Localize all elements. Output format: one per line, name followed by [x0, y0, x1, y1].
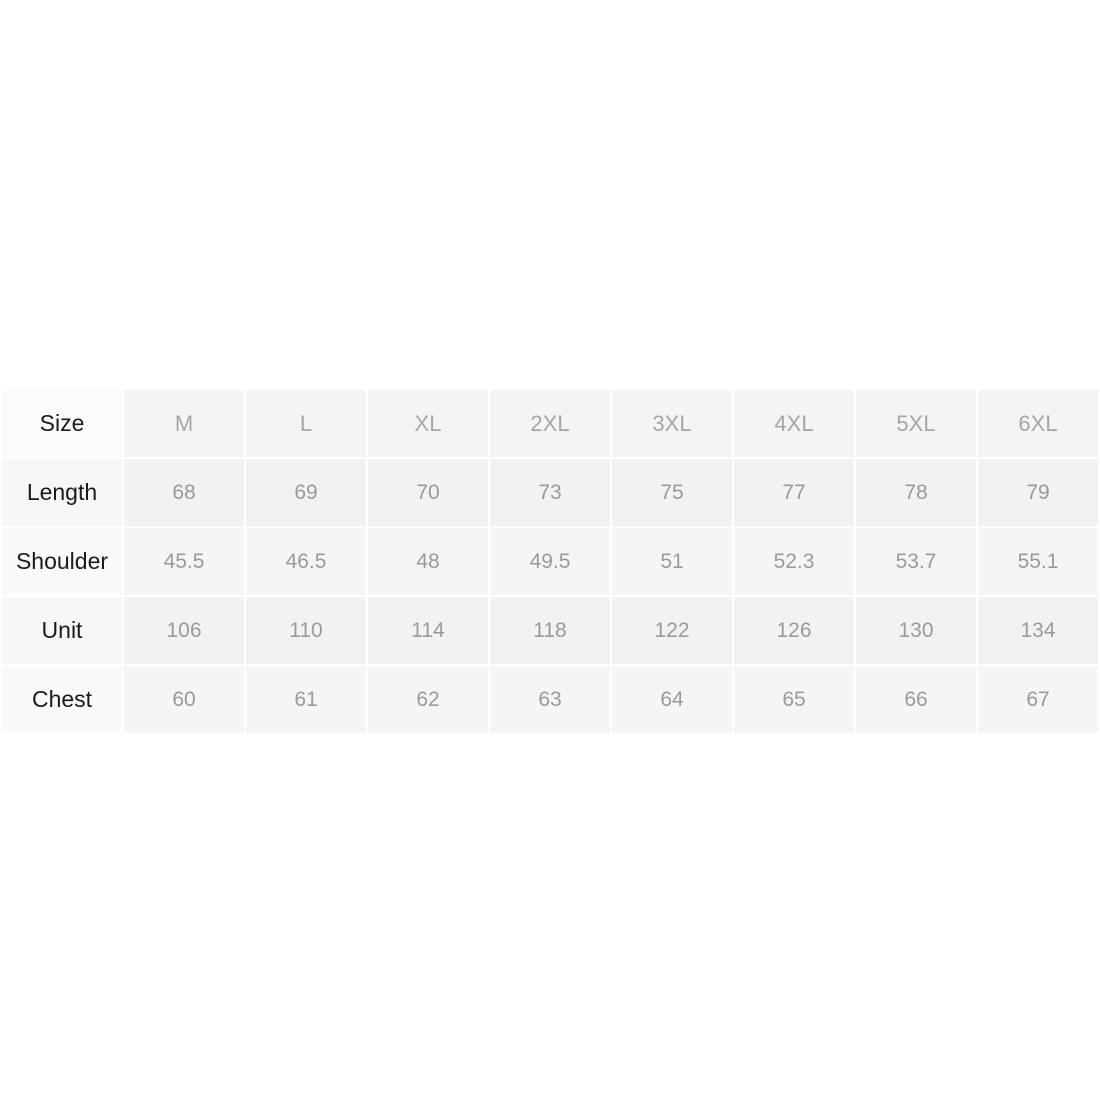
cell-chest-5xl: 66: [855, 665, 977, 734]
cell-shoulder-4xl: 52.3: [733, 527, 855, 596]
table-row: [1, 596, 1099, 665]
column-header-xl: XL: [367, 389, 489, 458]
cell-unit-m: 106: [123, 596, 245, 665]
cell-unit-5xl: 130: [855, 596, 977, 665]
cell-chest-3xl: 64: [611, 665, 733, 734]
size-chart-table: [0, 388, 1100, 735]
cell-length-xl: 70: [367, 458, 489, 527]
cell-length-3xl: 75: [611, 458, 733, 527]
row-header-shoulder: Shoulder: [1, 527, 123, 596]
cell-length-5xl: 78: [855, 458, 977, 527]
table-row: [1, 665, 1099, 734]
size-chart-container: [0, 388, 1100, 735]
cell-unit-4xl: 126: [733, 596, 855, 665]
cell-length-l: 69: [245, 458, 367, 527]
cell-unit-6xl: 134: [977, 596, 1099, 665]
row-header-unit: Unit: [1, 596, 123, 665]
cell-unit-l: 110: [245, 596, 367, 665]
table-row: [1, 389, 1099, 458]
cell-length-6xl: 79: [977, 458, 1099, 527]
column-header-l: L: [245, 389, 367, 458]
cell-shoulder-5xl: 53.7: [855, 527, 977, 596]
column-header-5xl: 5XL: [855, 389, 977, 458]
cell-length-m: 68: [123, 458, 245, 527]
column-header-m: M: [123, 389, 245, 458]
cell-chest-4xl: 65: [733, 665, 855, 734]
cell-length-2xl: 73: [489, 458, 611, 527]
cell-shoulder-xl: 48: [367, 527, 489, 596]
row-header-chest: Chest: [1, 665, 123, 734]
cell-length-4xl: 77: [733, 458, 855, 527]
cell-unit-3xl: 122: [611, 596, 733, 665]
cell-shoulder-6xl: 55.1: [977, 527, 1099, 596]
cell-chest-6xl: 67: [977, 665, 1099, 734]
cell-shoulder-l: 46.5: [245, 527, 367, 596]
cell-unit-xl: 114: [367, 596, 489, 665]
column-header-3xl: 3XL: [611, 389, 733, 458]
cell-shoulder-2xl: 49.5: [489, 527, 611, 596]
column-header-4xl: 4XL: [733, 389, 855, 458]
table-row: [1, 527, 1099, 596]
cell-chest-2xl: 63: [489, 665, 611, 734]
cell-chest-xl: 62: [367, 665, 489, 734]
cell-chest-l: 61: [245, 665, 367, 734]
cell-shoulder-m: 45.5: [123, 527, 245, 596]
table-row: [1, 458, 1099, 527]
cell-unit-2xl: 118: [489, 596, 611, 665]
column-header-2xl: 2XL: [489, 389, 611, 458]
column-header-6xl: 6XL: [977, 389, 1099, 458]
cell-shoulder-3xl: 51: [611, 527, 733, 596]
cell-chest-m: 60: [123, 665, 245, 734]
row-header-size: Size: [1, 389, 123, 458]
row-header-length: Length: [1, 458, 123, 527]
